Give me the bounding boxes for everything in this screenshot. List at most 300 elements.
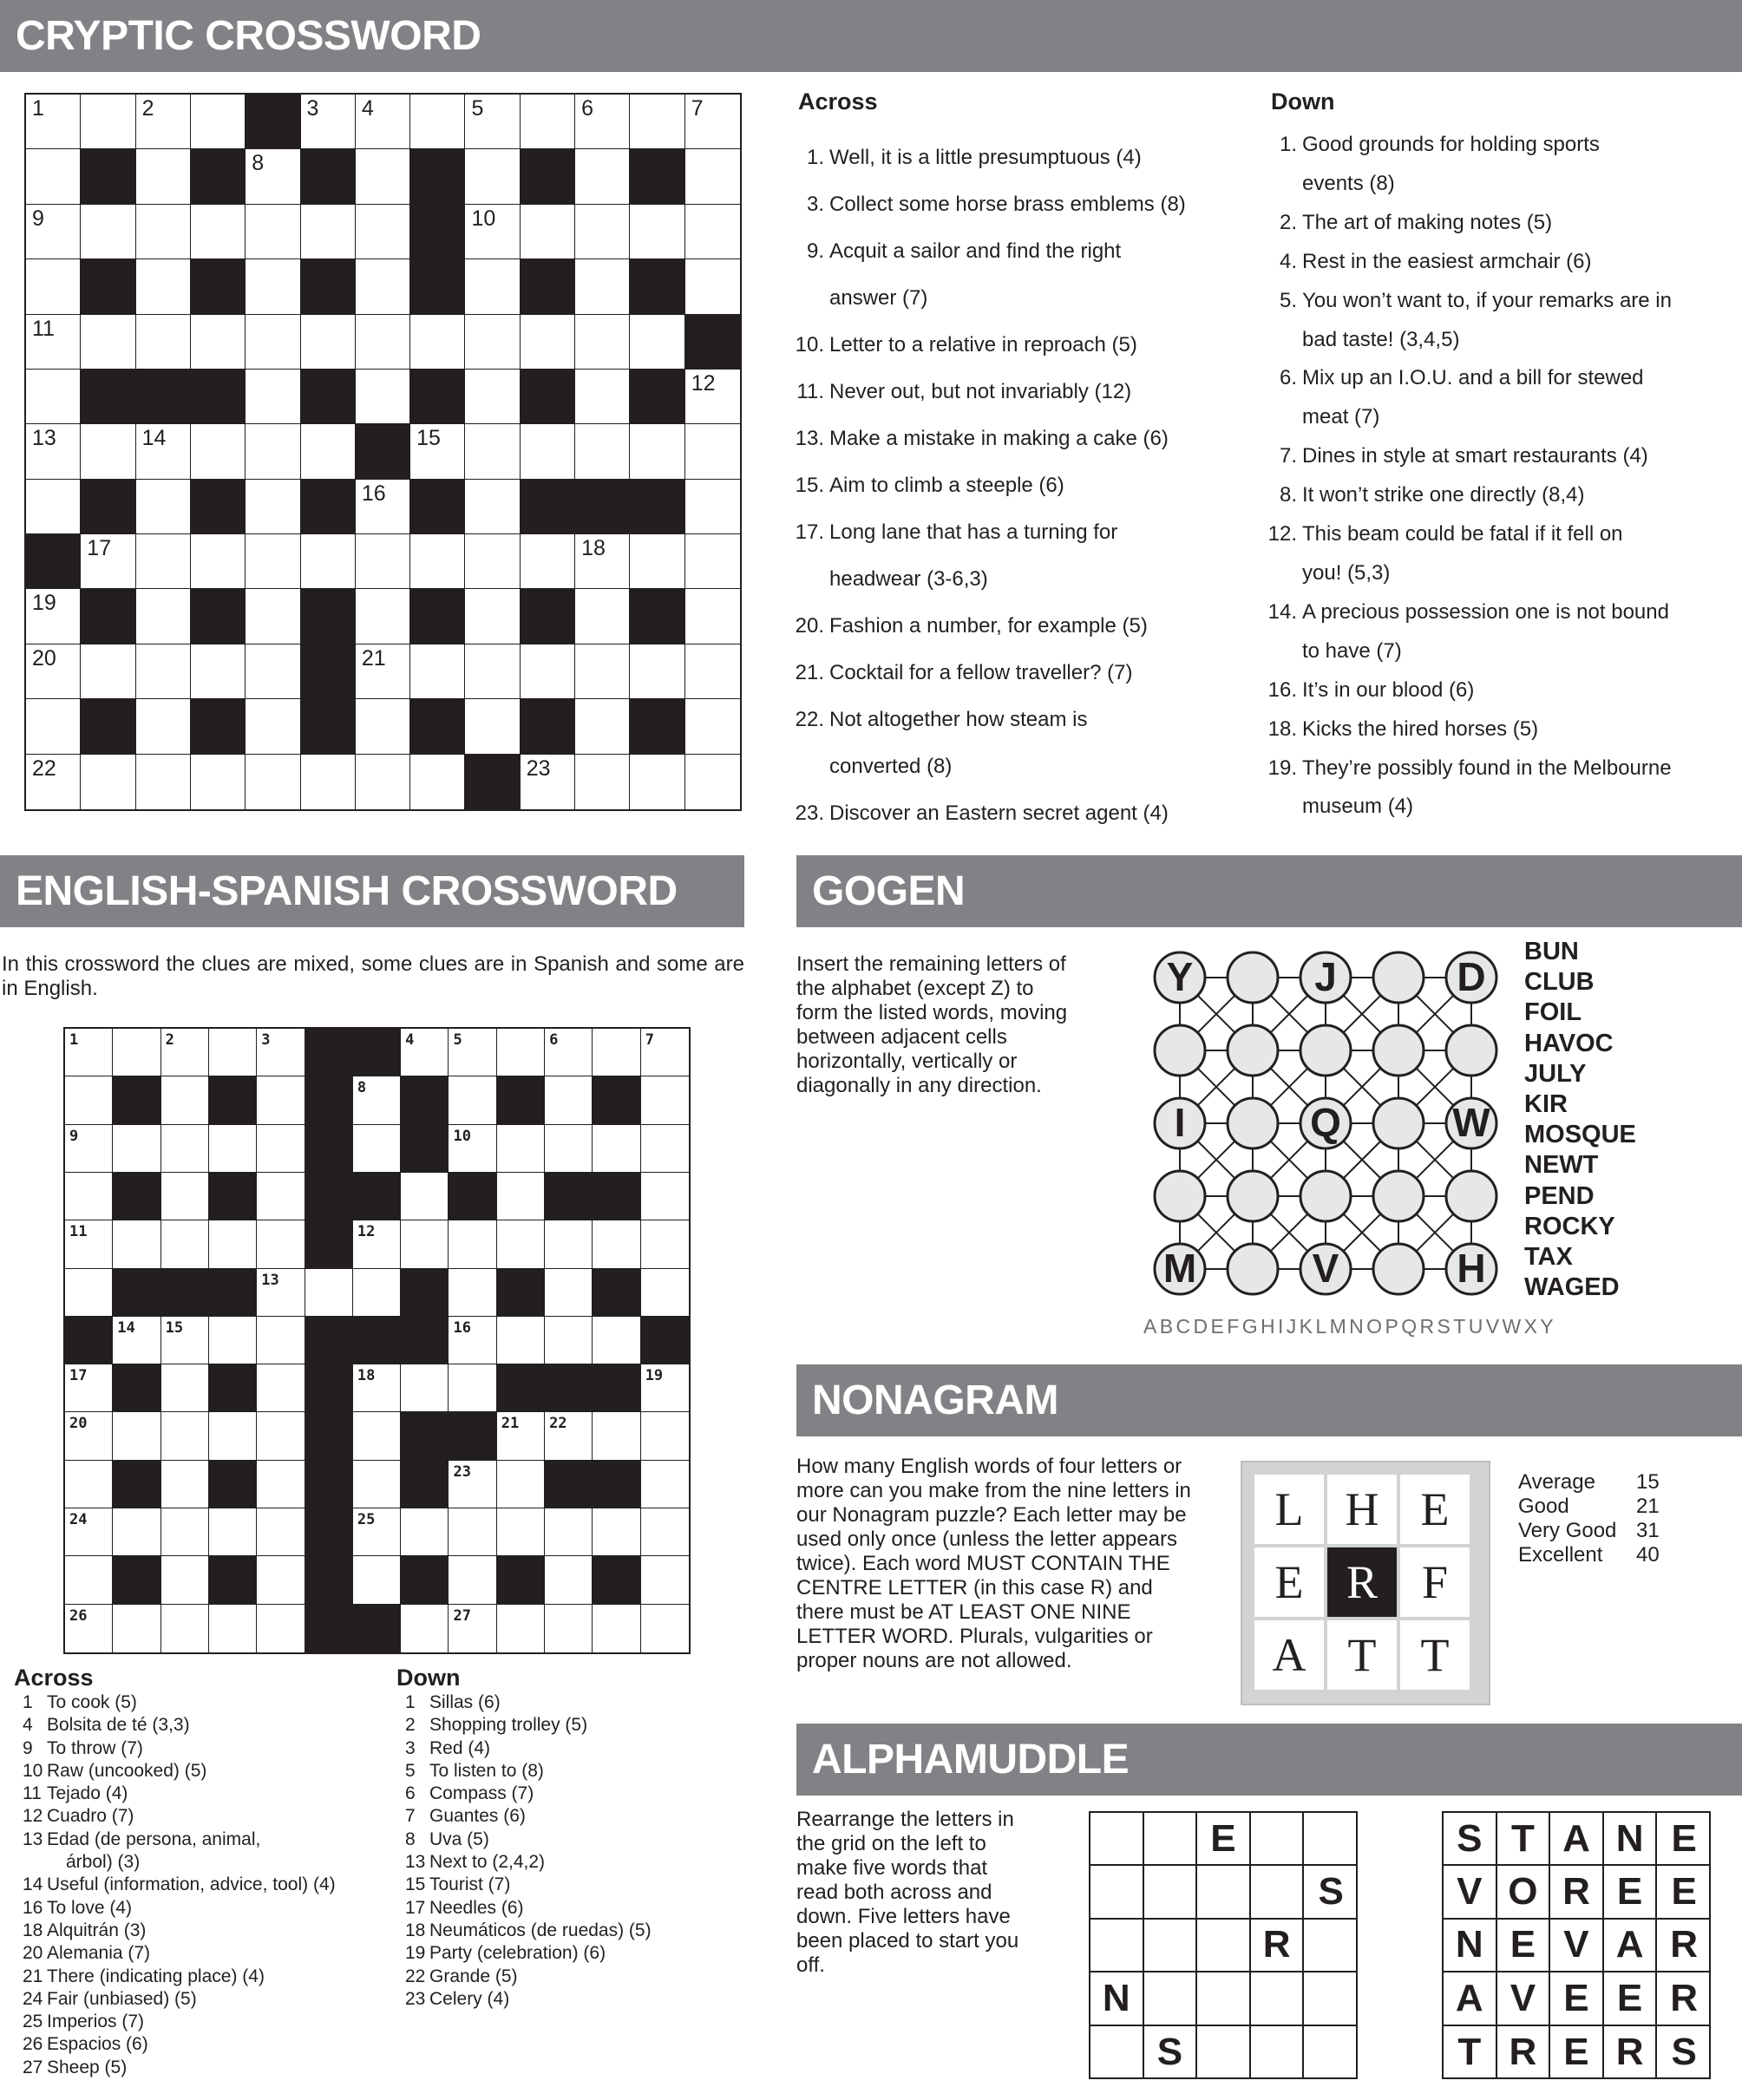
grid-cell[interactable] <box>356 480 410 534</box>
grid-cell[interactable] <box>593 1605 640 1652</box>
grid-cell[interactable] <box>545 1508 593 1556</box>
grid-cell[interactable] <box>575 534 630 589</box>
grid-cell[interactable] <box>161 1173 209 1220</box>
grid-cell[interactable] <box>26 755 81 809</box>
grid-cell[interactable] <box>257 1220 305 1268</box>
grid-cell[interactable] <box>191 755 246 809</box>
grid-cell[interactable] <box>641 1412 689 1460</box>
grid-cell[interactable] <box>161 1412 209 1460</box>
alphamuddle-cell[interactable]: S <box>1304 1866 1358 1919</box>
grid-cell[interactable] <box>593 1125 640 1173</box>
gogen-cell[interactable] <box>1373 1244 1424 1294</box>
grid-cell[interactable] <box>65 1461 113 1508</box>
grid-cell[interactable] <box>449 1556 496 1604</box>
grid-cell[interactable] <box>26 370 81 424</box>
grid-cell[interactable] <box>497 1412 545 1460</box>
grid-cell[interactable] <box>353 1461 401 1508</box>
grid-cell[interactable] <box>246 259 300 314</box>
alphamuddle-cell[interactable] <box>1090 2026 1144 2079</box>
alphamuddle-cell[interactable] <box>1090 1813 1144 1866</box>
grid-cell[interactable] <box>353 1076 401 1124</box>
grid-cell[interactable] <box>353 1125 401 1173</box>
grid-cell[interactable] <box>410 755 465 809</box>
alphamuddle-cell[interactable] <box>1144 1920 1198 1972</box>
grid-cell[interactable] <box>161 1076 209 1124</box>
grid-cell[interactable] <box>497 1605 545 1652</box>
grid-cell[interactable] <box>497 1508 545 1556</box>
grid-cell[interactable] <box>356 699 410 754</box>
grid-cell[interactable] <box>521 644 575 699</box>
grid-cell[interactable] <box>356 205 410 259</box>
grid-cell[interactable] <box>209 1125 257 1173</box>
grid-cell[interactable] <box>136 480 191 534</box>
grid-cell[interactable] <box>630 755 684 809</box>
grid-cell[interactable] <box>356 589 410 644</box>
clue-text: Long lane that has a turning for <box>829 520 1118 544</box>
grid-cell[interactable] <box>641 1508 689 1556</box>
grid-cell[interactable] <box>465 644 520 699</box>
grid-cell[interactable] <box>113 1605 160 1652</box>
grid-cell[interactable] <box>685 149 740 204</box>
grid-cell[interactable] <box>630 424 684 479</box>
grid-cell[interactable] <box>353 1508 401 1556</box>
alphamuddle-cell[interactable]: E <box>1197 1813 1251 1866</box>
grid-cell[interactable] <box>191 315 246 370</box>
grid-cell[interactable] <box>449 1508 496 1556</box>
grid-cell[interactable] <box>410 95 465 149</box>
grid-cell[interactable] <box>593 1029 640 1076</box>
grid-cell[interactable] <box>81 534 135 589</box>
grid-cell[interactable] <box>246 534 300 589</box>
grid-cell[interactable] <box>26 205 81 259</box>
grid-cell[interactable] <box>575 424 630 479</box>
gogen-cell[interactable] <box>1155 1025 1205 1076</box>
grid-cell[interactable] <box>545 1412 593 1460</box>
grid-cell[interactable] <box>465 315 520 370</box>
grid-cell[interactable] <box>65 1173 113 1220</box>
grid-cell[interactable] <box>246 589 300 644</box>
alphamuddle-cell[interactable] <box>1144 1972 1198 2025</box>
grid-cell[interactable] <box>401 1364 449 1412</box>
grid-cell[interactable] <box>356 95 410 149</box>
grid-cell[interactable] <box>257 1556 305 1604</box>
grid-cell[interactable] <box>685 259 740 314</box>
grid-cell[interactable] <box>593 1508 640 1556</box>
alphamuddle-cell[interactable] <box>1251 2026 1305 2079</box>
grid-cell[interactable] <box>685 534 740 589</box>
grid-cell[interactable] <box>301 315 356 370</box>
grid-cell[interactable] <box>136 699 191 754</box>
grid-cell[interactable] <box>410 534 465 589</box>
alphamuddle-cell[interactable] <box>1251 1813 1305 1866</box>
grid-cell[interactable] <box>26 95 81 149</box>
grid-cell[interactable] <box>26 424 81 479</box>
grid-cell[interactable] <box>685 480 740 534</box>
grid-cell[interactable] <box>401 1508 449 1556</box>
grid-cell[interactable] <box>545 1220 593 1268</box>
grid-cell[interactable] <box>257 1125 305 1173</box>
grid-cell[interactable] <box>257 1508 305 1556</box>
clue-text: Make a mistake in making a cake (6) <box>829 427 1169 450</box>
grid-cell[interactable] <box>26 699 81 754</box>
gogen-cell[interactable] <box>1300 1171 1351 1221</box>
grid-cell[interactable] <box>65 1076 113 1124</box>
grid-cell[interactable] <box>257 1461 305 1508</box>
gogen-cell[interactable] <box>1373 1098 1424 1148</box>
grid-cell[interactable] <box>575 259 630 314</box>
grid-cell[interactable] <box>641 1029 689 1076</box>
grid-cell[interactable] <box>449 1220 496 1268</box>
clue-number: 1. <box>1279 133 1297 156</box>
alphamuddle-cell[interactable] <box>1197 1920 1251 1972</box>
grid-cell[interactable] <box>26 480 81 534</box>
grid-cell[interactable] <box>257 1605 305 1652</box>
alphamuddle-cell[interactable] <box>1197 1972 1251 2025</box>
grid-cell[interactable] <box>81 755 135 809</box>
grid-cell[interactable] <box>449 1029 496 1076</box>
gogen-cell[interactable] <box>1228 1244 1278 1294</box>
gogen-cell[interactable] <box>1446 1025 1496 1076</box>
grid-cell[interactable] <box>257 1412 305 1460</box>
clue-text: Bolsita de té (3,3) <box>47 1715 190 1736</box>
grid-cell[interactable] <box>630 205 684 259</box>
grid-cell[interactable] <box>630 644 684 699</box>
grid-cell[interactable] <box>356 534 410 589</box>
grid-cell[interactable] <box>465 95 520 149</box>
score-label: Excellent <box>1518 1543 1603 1567</box>
grid-cell[interactable] <box>497 1125 545 1173</box>
grid-cell[interactable] <box>65 1605 113 1652</box>
alphamuddle-cell[interactable] <box>1304 1813 1358 1866</box>
alphamuddle-cell[interactable]: S <box>1144 2026 1198 2079</box>
grid-cell[interactable] <box>113 1508 160 1556</box>
grid-cell[interactable] <box>641 1364 689 1412</box>
grid-cell[interactable] <box>575 370 630 424</box>
grid-cell[interactable] <box>575 644 630 699</box>
grid-cell[interactable] <box>356 370 410 424</box>
grid-cell[interactable] <box>136 644 191 699</box>
gogen-cell[interactable] <box>1446 1171 1496 1221</box>
grid-cell[interactable] <box>81 315 135 370</box>
grid-cell[interactable] <box>685 699 740 754</box>
grid-cell[interactable] <box>257 1173 305 1220</box>
grid-cell[interactable] <box>161 1556 209 1604</box>
black-square <box>113 1556 160 1604</box>
grid-cell[interactable] <box>113 1220 160 1268</box>
grid-cell[interactable] <box>449 1317 496 1364</box>
alphamuddle-cell[interactable] <box>1144 1813 1198 1866</box>
grid-cell[interactable] <box>575 315 630 370</box>
grid-cell[interactable] <box>257 1076 305 1124</box>
gogen-cell[interactable] <box>1300 1025 1351 1076</box>
grid-cell[interactable] <box>465 259 520 314</box>
grid-cell[interactable] <box>136 259 191 314</box>
grid-cell[interactable] <box>521 205 575 259</box>
gogen-cell[interactable] <box>1155 1171 1205 1221</box>
grid-cell[interactable] <box>136 95 191 149</box>
grid-cell[interactable] <box>257 1317 305 1364</box>
cryptic-grid[interactable] <box>24 93 742 811</box>
grid-cell[interactable] <box>685 589 740 644</box>
grid-cell[interactable] <box>353 1556 401 1604</box>
grid-cell[interactable] <box>641 1556 689 1604</box>
grid-cell[interactable] <box>65 1364 113 1412</box>
alphamuddle-cell[interactable] <box>1144 1866 1198 1919</box>
grid-cell[interactable] <box>593 1220 640 1268</box>
across-clue <box>14 1897 387 1920</box>
alphamuddle-cell[interactable] <box>1251 1972 1305 2025</box>
grid-cell[interactable] <box>136 149 191 204</box>
grid-cell[interactable] <box>641 1125 689 1173</box>
grid-cell[interactable] <box>641 1173 689 1220</box>
grid-cell[interactable] <box>113 1317 160 1364</box>
grid-cell[interactable] <box>401 1605 449 1652</box>
grid-cell[interactable] <box>209 1508 257 1556</box>
grid-cell[interactable] <box>301 424 356 479</box>
grid-cell[interactable] <box>545 1125 593 1173</box>
grid-cell[interactable] <box>191 95 246 149</box>
grid-cell[interactable] <box>26 259 81 314</box>
grid-cell[interactable] <box>353 1269 401 1317</box>
grid-cell[interactable] <box>161 1220 209 1268</box>
grid-cell[interactable] <box>246 315 300 370</box>
grid-cell[interactable] <box>465 534 520 589</box>
grid-cell[interactable] <box>65 1508 113 1556</box>
grid-cell[interactable] <box>465 370 520 424</box>
gogen-cell[interactable] <box>1228 1025 1278 1076</box>
grid-cell[interactable] <box>353 1220 401 1268</box>
grid-cell[interactable] <box>191 644 246 699</box>
grid-cell[interactable] <box>545 1076 593 1124</box>
grid-cell[interactable] <box>257 1269 305 1317</box>
grid-cell[interactable] <box>356 315 410 370</box>
grid-cell[interactable] <box>81 424 135 479</box>
grid-cell[interactable] <box>630 534 684 589</box>
grid-cell[interactable] <box>81 95 135 149</box>
grid-cell[interactable] <box>497 1029 545 1076</box>
grid-cell[interactable] <box>191 205 246 259</box>
grid-cell[interactable] <box>521 534 575 589</box>
grid-cell[interactable] <box>246 699 300 754</box>
grid-cell[interactable] <box>356 259 410 314</box>
grid-cell[interactable] <box>301 95 356 149</box>
grid-cell[interactable] <box>257 1364 305 1412</box>
grid-cell[interactable] <box>301 755 356 809</box>
grid-cell[interactable] <box>246 424 300 479</box>
grid-cell[interactable] <box>521 315 575 370</box>
clue-number <box>1262 321 1302 360</box>
grid-cell[interactable] <box>257 1029 305 1076</box>
grid-cell[interactable] <box>246 755 300 809</box>
grid-cell[interactable] <box>301 205 356 259</box>
grid-cell[interactable] <box>113 1029 160 1076</box>
grid-cell[interactable] <box>161 1029 209 1076</box>
grid-cell[interactable] <box>209 1317 257 1364</box>
grid-cell[interactable] <box>545 1556 593 1604</box>
grid-cell[interactable] <box>593 1317 640 1364</box>
grid-cell[interactable] <box>593 1412 640 1460</box>
grid-cell[interactable] <box>545 1605 593 1652</box>
grid-cell[interactable] <box>356 755 410 809</box>
grid-cell[interactable] <box>26 149 81 204</box>
black-square <box>305 1076 353 1124</box>
grid-cell[interactable] <box>410 424 465 479</box>
grid-cell[interactable] <box>449 1125 496 1173</box>
alphamuddle-cell[interactable] <box>1090 1866 1144 1919</box>
grid-cell[interactable] <box>191 424 246 479</box>
grid-cell[interactable] <box>630 315 684 370</box>
grid-cell[interactable] <box>449 1076 496 1124</box>
grid-cell[interactable] <box>161 1508 209 1556</box>
grid-cell[interactable] <box>497 1461 545 1508</box>
grid-cell[interactable] <box>465 205 520 259</box>
grid-cell[interactable] <box>401 1029 449 1076</box>
grid-cell[interactable] <box>449 1461 496 1508</box>
grid-cell[interactable] <box>465 699 520 754</box>
grid-cell[interactable] <box>401 1220 449 1268</box>
grid-cell[interactable] <box>209 1220 257 1268</box>
alphamuddle-cell[interactable] <box>1304 2026 1358 2079</box>
grid-cell[interactable] <box>246 149 300 204</box>
grid-cell[interactable] <box>449 1364 496 1412</box>
grid-cell[interactable] <box>26 589 81 644</box>
grid-cell[interactable] <box>113 1125 160 1173</box>
grid-cell[interactable] <box>113 1412 160 1460</box>
grid-cell[interactable] <box>65 1556 113 1604</box>
grid-cell[interactable] <box>136 315 191 370</box>
grid-cell[interactable] <box>685 424 740 479</box>
gogen-cell[interactable] <box>1228 1098 1278 1148</box>
grid-cell[interactable] <box>191 534 246 589</box>
alphamuddle-cell[interactable] <box>1304 1972 1358 2025</box>
grid-cell[interactable] <box>521 755 575 809</box>
gogen-cell[interactable] <box>1373 952 1424 1003</box>
grid-cell[interactable] <box>685 95 740 149</box>
grid-cell[interactable] <box>545 1269 593 1317</box>
grid-cell[interactable] <box>353 1412 401 1460</box>
grid-cell[interactable] <box>305 1269 353 1317</box>
grid-cell[interactable] <box>26 315 81 370</box>
grid-cell[interactable] <box>301 534 356 589</box>
grid-cell[interactable] <box>545 1029 593 1076</box>
grid-cell[interactable] <box>136 755 191 809</box>
alphamuddle-letter-grid <box>1442 1811 1711 2079</box>
grid-cell[interactable] <box>246 205 300 259</box>
grid-cell[interactable] <box>449 1605 496 1652</box>
grid-cell[interactable] <box>209 1412 257 1460</box>
grid-cell[interactable] <box>575 149 630 204</box>
grid-cell[interactable] <box>685 644 740 699</box>
grid-cell[interactable] <box>246 370 300 424</box>
grid-cell[interactable] <box>641 1220 689 1268</box>
grid-cell[interactable] <box>161 1461 209 1508</box>
grid-cell[interactable] <box>465 589 520 644</box>
grid-cell[interactable] <box>65 1412 113 1460</box>
alphamuddle-cell[interactable]: N <box>1090 1972 1144 2025</box>
grid-cell[interactable] <box>81 205 135 259</box>
grid-cell[interactable] <box>209 1605 257 1652</box>
grid-cell[interactable] <box>641 1461 689 1508</box>
grid-cell[interactable] <box>356 644 410 699</box>
grid-cell[interactable] <box>497 1173 545 1220</box>
grid-cell[interactable] <box>641 1076 689 1124</box>
grid-cell[interactable] <box>356 149 410 204</box>
grid-cell[interactable] <box>641 1605 689 1652</box>
grid-cell[interactable] <box>161 1317 209 1364</box>
grid-cell[interactable] <box>545 1317 593 1364</box>
alphamuddle-cell[interactable] <box>1304 1920 1358 1972</box>
grid-cell[interactable] <box>575 205 630 259</box>
grid-cell[interactable] <box>685 370 740 424</box>
grid-cell[interactable] <box>65 1125 113 1173</box>
alphamuddle-cell[interactable] <box>1090 1920 1144 1972</box>
grid-cell[interactable] <box>401 1173 449 1220</box>
grid-cell[interactable] <box>641 1269 689 1317</box>
grid-cell[interactable] <box>465 424 520 479</box>
grid-cell[interactable] <box>246 480 300 534</box>
grid-cell[interactable] <box>521 424 575 479</box>
grid-cell[interactable] <box>136 424 191 479</box>
clue-text: Sillas (6) <box>429 1692 501 1712</box>
grid-cell[interactable] <box>161 1364 209 1412</box>
cryptic-across-heading: Across <box>798 88 878 114</box>
grid-cell[interactable] <box>161 1605 209 1652</box>
gogen-cell[interactable] <box>1373 1025 1424 1076</box>
grid-cell[interactable] <box>136 589 191 644</box>
grid-cell[interactable] <box>65 1269 113 1317</box>
down-clue <box>396 1714 761 1737</box>
grid-cell[interactable] <box>65 1220 113 1268</box>
grid-cell[interactable] <box>65 1029 113 1076</box>
alphamuddle-answer-grid[interactable] <box>1089 1811 1358 2079</box>
gogen-cell[interactable] <box>1373 1171 1424 1221</box>
grid-cell[interactable] <box>353 1364 401 1412</box>
grid-cell[interactable] <box>136 534 191 589</box>
grid-cell[interactable] <box>630 95 684 149</box>
alphamuddle-cell[interactable] <box>1251 1866 1305 1919</box>
grid-cell[interactable] <box>26 644 81 699</box>
grid-cell[interactable] <box>136 205 191 259</box>
grid-cell[interactable] <box>497 1220 545 1268</box>
grid-cell[interactable] <box>410 315 465 370</box>
grid-cell[interactable] <box>575 589 630 644</box>
gogen-cell[interactable] <box>1228 1171 1278 1221</box>
grid-cell[interactable] <box>161 1125 209 1173</box>
alphamuddle-letter: A <box>1604 1920 1658 1972</box>
spanish-grid[interactable] <box>63 1027 691 1654</box>
grid-cell[interactable] <box>575 95 630 149</box>
grid-cell[interactable] <box>575 699 630 754</box>
grid-cell[interactable] <box>575 755 630 809</box>
grid-cell[interactable] <box>465 480 520 534</box>
grid-cell[interactable] <box>465 149 520 204</box>
alphamuddle-cell[interactable] <box>1197 2026 1251 2079</box>
grid-cell[interactable] <box>685 755 740 809</box>
grid-cell[interactable] <box>410 644 465 699</box>
alphamuddle-cell[interactable] <box>1197 1866 1251 1919</box>
grid-cell[interactable] <box>521 95 575 149</box>
across-clue <box>14 1760 387 1783</box>
grid-cell[interactable] <box>246 644 300 699</box>
grid-cell[interactable] <box>209 1029 257 1076</box>
grid-cell[interactable] <box>685 205 740 259</box>
grid-cell[interactable] <box>449 1269 496 1317</box>
gogen-grid[interactable] <box>1143 941 1508 1305</box>
grid-cell[interactable] <box>81 644 135 699</box>
alphamuddle-cell[interactable]: R <box>1251 1920 1305 1972</box>
gogen-cell[interactable] <box>1228 952 1278 1003</box>
grid-cell[interactable] <box>497 1317 545 1364</box>
